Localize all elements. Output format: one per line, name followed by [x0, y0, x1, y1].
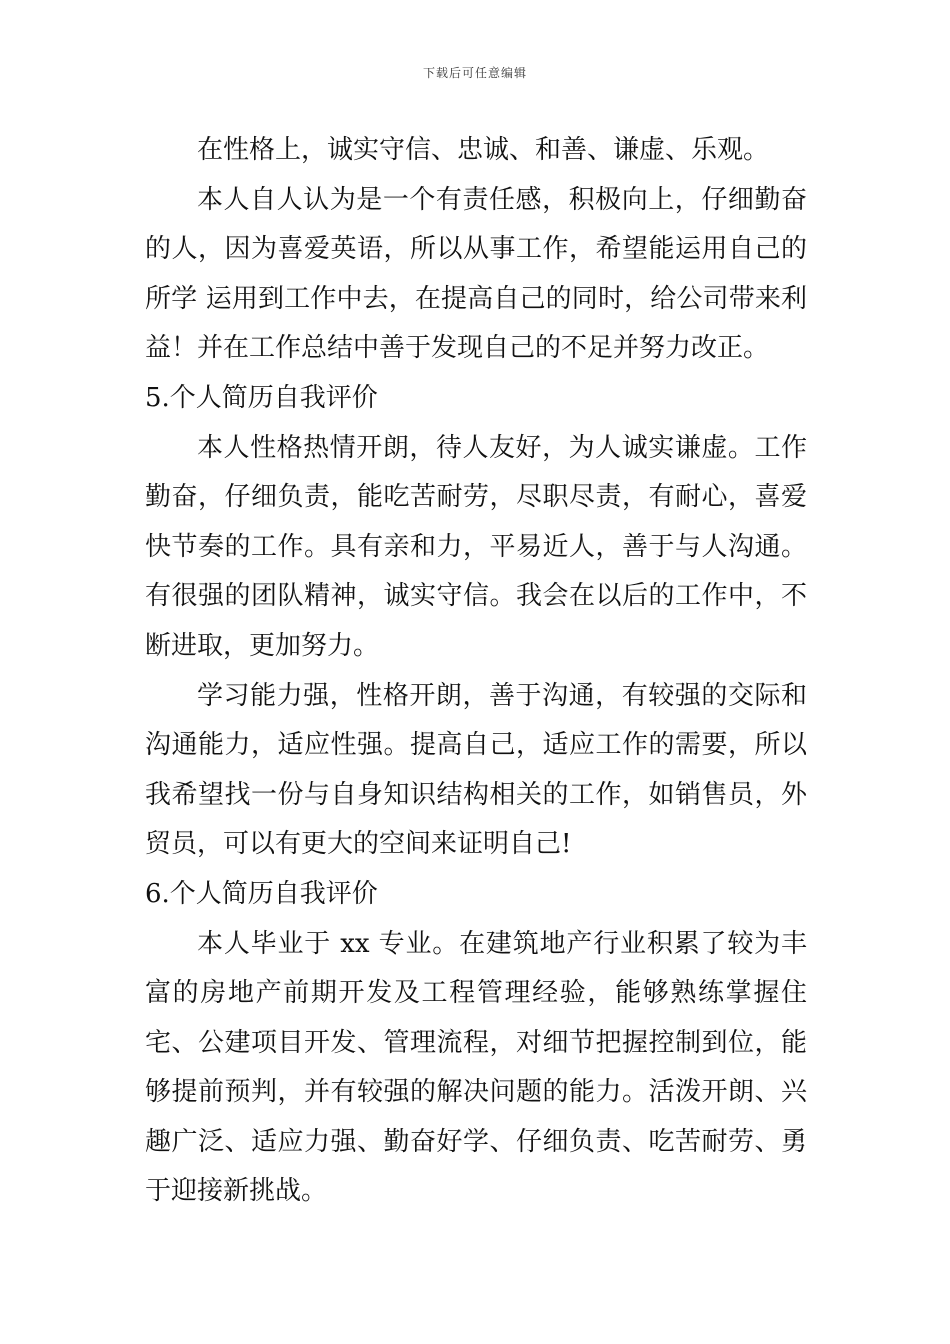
document-body [145, 126, 807, 1217]
paragraph-self-assessment: 本人自人认为是一个有责任感，积极向上，仔细勤奋的人，因为喜爱英语，所以从事工作，希望能运用自己的所学 运用到工作中去，在提高自己的同时，给公司带来利益！并在工作总结中善于发现自己的不足并努力改正。 [145, 184, 807, 364]
section-heading-6: 6.个人简历自我评价 [145, 878, 378, 909]
paragraph-personality: 在性格上，诚实守信、忠诚、和善、谦虚、乐观。 [197, 135, 770, 165]
section-heading-5: 5.个人简历自我评价 [145, 382, 378, 413]
paragraph-learning-ability: 学习能力强，性格开朗，善于沟通，有较强的交际和沟通能力，适应性强。提高自己，适应工作的需要，所以我希望找一份与自身知识结构相关的工作，如销售员，外贸员，可以有更大的空间来证明自己! [145, 680, 807, 860]
paragraph-character: 本人性格热情开朗，待人友好，为人诚实谦虚。工作勤奋，仔细负责，能吃苦耐劳，尽职尽责，有耐心，喜爱快节奏的工作。具有亲和力，平易近人，善于与人沟通。有很强的团队精神，诚实守信。我会在以后的工作中，不断进取，更加努力。 [145, 432, 807, 661]
paragraph-experience: 本人毕业于 xx 专业。在建筑地产行业积累了较为丰富的房地产前期开发及工程管理经验，能够熟练掌握住宅、公建项目开发、管理流程，对细节把握控制到位，能够提前预判，并有较强的解决问题的能力。活泼开朗、兴趣广泛、适应力强、勤奋好学、仔细负责、吃苦耐劳、勇于迎接新挑战。 [145, 928, 807, 1207]
page-header: 下载后可任意编辑 [422, 66, 527, 80]
